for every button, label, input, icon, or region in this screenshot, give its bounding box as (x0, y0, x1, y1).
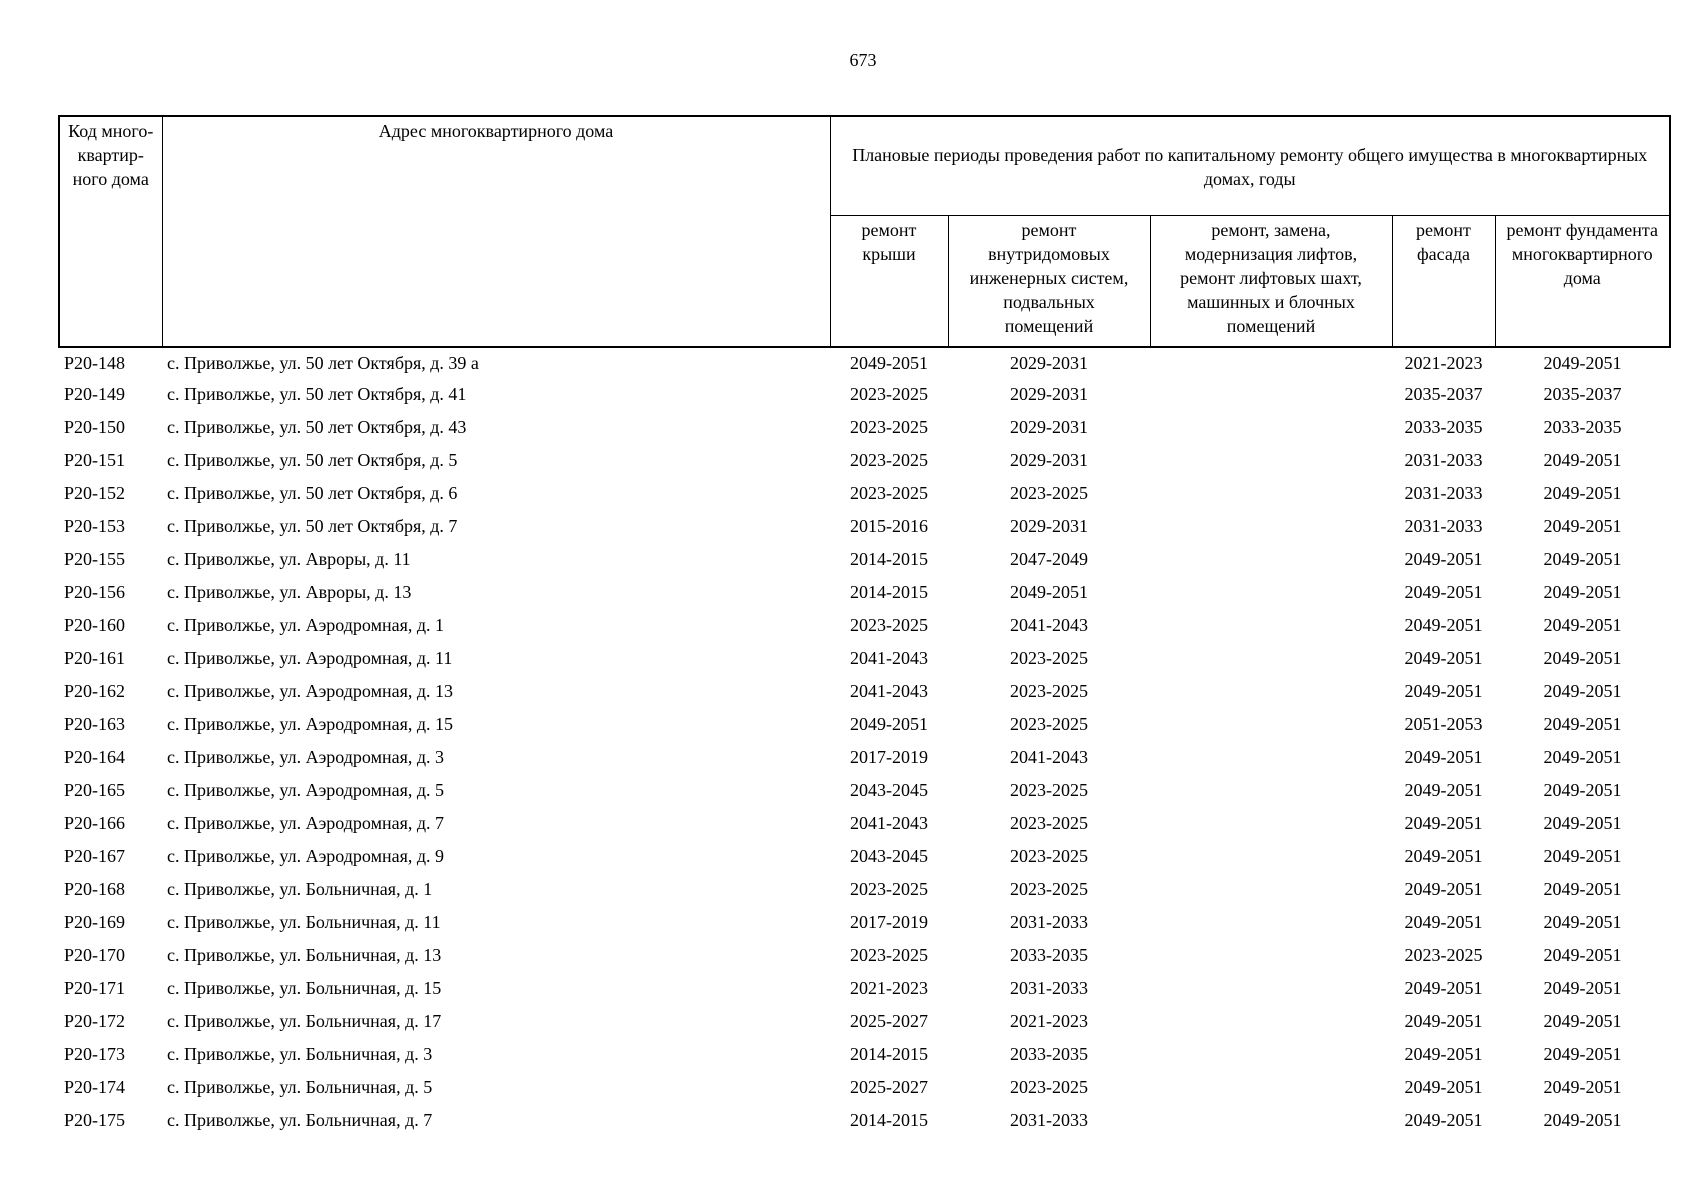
cell-engineering: 2049-2051 (1010, 582, 1088, 602)
cell-code: Р20-164 (64, 747, 126, 767)
cell-engineering: 2023-2025 (1010, 681, 1088, 701)
cell-engineering: 2023-2025 (1010, 648, 1088, 668)
table-row (59, 609, 1670, 642)
cell-foundation: 2049-2051 (1543, 1110, 1622, 1130)
table-row (59, 708, 1670, 741)
table-row (59, 444, 1670, 477)
cell-address: с. Приволжье, ул. 50 лет Октября, д. 7 (167, 516, 458, 536)
cell-lifts (1150, 1038, 1392, 1071)
cell-code: Р20-167 (64, 846, 126, 866)
header-engineering: ремонт внутридомовых инженерных систем, подвальных помещений (948, 216, 1150, 348)
cell-facade: 2049-2051 (1404, 1011, 1483, 1031)
cell-lifts (1150, 906, 1392, 939)
cell-foundation: 2049-2051 (1543, 912, 1622, 932)
table-row (59, 510, 1670, 543)
cell-address: с. Приволжье, ул. Авроры, д. 13 (167, 582, 412, 602)
cell-code: Р20-148 (64, 353, 126, 373)
cell-address: с. Приволжье, ул. Больничная, д. 1 (167, 879, 433, 899)
cell-foundation: 2033-2035 (1543, 417, 1622, 437)
table-row (59, 939, 1670, 972)
cell-facade: 2035-2037 (1404, 384, 1483, 404)
cell-foundation: 2035-2037 (1543, 384, 1622, 404)
cell-roof: 2017-2019 (850, 912, 928, 932)
cell-address: с. Приволжье, ул. Авроры, д. 11 (167, 549, 411, 569)
cell-address: с. Приволжье, ул. Аэродромная, д. 7 (167, 813, 445, 833)
cell-facade: 2049-2051 (1404, 780, 1483, 800)
cell-lifts (1150, 347, 1392, 378)
table-row (59, 1038, 1670, 1071)
cell-address: с. Приволжье, ул. Больничная, д. 5 (167, 1077, 433, 1097)
cell-engineering: 2029-2031 (1010, 516, 1088, 536)
table-header (59, 116, 1670, 347)
cell-engineering: 2029-2031 (1010, 450, 1088, 470)
cell-facade: 2049-2051 (1404, 813, 1483, 833)
cell-code: Р20-168 (64, 879, 126, 899)
table-row (59, 477, 1670, 510)
cell-engineering: 2031-2033 (1010, 912, 1088, 932)
cell-foundation: 2049-2051 (1543, 945, 1622, 965)
cell-roof: 2025-2027 (850, 1077, 928, 1097)
cell-foundation: 2049-2051 (1543, 714, 1622, 734)
cell-roof: 2023-2025 (850, 879, 928, 899)
cell-engineering: 2031-2033 (1010, 1110, 1088, 1130)
cell-address: с. Приволжье, ул. Аэродромная, д. 5 (167, 780, 445, 800)
cell-roof: 2014-2015 (850, 1110, 928, 1130)
cell-facade: 2033-2035 (1404, 417, 1483, 437)
cell-roof: 2049-2051 (850, 353, 928, 373)
cell-roof: 2023-2025 (850, 615, 928, 635)
cell-facade: 2049-2051 (1404, 681, 1483, 701)
cell-facade: 2031-2033 (1404, 483, 1483, 503)
header-facade: ремонт фасада (1392, 216, 1495, 348)
cell-foundation: 2049-2051 (1543, 813, 1622, 833)
cell-foundation: 2049-2051 (1543, 846, 1622, 866)
cell-facade: 2031-2033 (1404, 450, 1483, 470)
cell-foundation: 2049-2051 (1543, 549, 1622, 569)
cell-foundation: 2049-2051 (1543, 681, 1622, 701)
table-row (59, 1104, 1670, 1137)
cell-facade: 2049-2051 (1404, 1077, 1483, 1097)
cell-engineering: 2033-2035 (1010, 1044, 1088, 1064)
cell-code: Р20-149 (64, 384, 126, 404)
table-row (59, 347, 1670, 378)
cell-lifts (1150, 609, 1392, 642)
cell-address: с. Приволжье, ул. Аэродромная, д. 9 (167, 846, 445, 866)
cell-address: с. Приволжье, ул. 50 лет Октября, д. 41 (167, 384, 467, 404)
cell-facade: 2049-2051 (1404, 1110, 1483, 1130)
header-periods (830, 116, 1670, 216)
cell-facade: 2021-2023 (1404, 353, 1483, 373)
capital-repair-schedule-table (58, 115, 1671, 1137)
table-row (59, 642, 1670, 675)
cell-facade: 2049-2051 (1404, 549, 1483, 569)
cell-roof: 2049-2051 (850, 714, 928, 734)
header-address: Адрес многоквартирного дома (162, 116, 830, 347)
cell-engineering: 2023-2025 (1010, 1077, 1088, 1097)
cell-roof: 2021-2023 (850, 978, 928, 998)
cell-facade: 2049-2051 (1404, 582, 1483, 602)
cell-lifts (1150, 444, 1392, 477)
cell-roof: 2023-2025 (850, 483, 928, 503)
cell-engineering: 2029-2031 (1010, 417, 1088, 437)
cell-facade: 2049-2051 (1404, 879, 1483, 899)
table-body (59, 347, 1670, 1137)
cell-engineering: 2023-2025 (1010, 780, 1088, 800)
cell-code: Р20-152 (64, 483, 126, 503)
header-roof: ремонт крыши (830, 216, 948, 348)
cell-foundation: 2049-2051 (1543, 747, 1622, 767)
cell-code: Р20-175 (64, 1110, 126, 1130)
cell-lifts (1150, 477, 1392, 510)
cell-engineering: 2033-2035 (1010, 945, 1088, 965)
cell-roof: 2015-2016 (850, 516, 928, 536)
cell-facade: 2049-2051 (1404, 648, 1483, 668)
cell-foundation: 2049-2051 (1543, 353, 1622, 373)
table-row (59, 1071, 1670, 1104)
cell-code: Р20-156 (64, 582, 126, 602)
cell-engineering: 2023-2025 (1010, 483, 1088, 503)
cell-lifts (1150, 840, 1392, 873)
cell-lifts (1150, 675, 1392, 708)
cell-code: Р20-172 (64, 1011, 126, 1031)
cell-lifts (1150, 510, 1392, 543)
cell-code: Р20-163 (64, 714, 126, 734)
cell-address: с. Приволжье, ул. Больничная, д. 3 (167, 1044, 433, 1064)
cell-engineering: 2029-2031 (1010, 384, 1088, 404)
cell-facade: 2051-2053 (1404, 714, 1483, 734)
cell-address: с. Приволжье, ул. Аэродромная, д. 11 (167, 648, 453, 668)
cell-code: Р20-171 (64, 978, 126, 998)
cell-lifts (1150, 741, 1392, 774)
table-row (59, 675, 1670, 708)
cell-address: с. Приволжье, ул. Аэродромная, д. 15 (167, 714, 454, 734)
cell-roof: 2023-2025 (850, 417, 928, 437)
cell-foundation: 2049-2051 (1543, 1044, 1622, 1064)
cell-foundation: 2049-2051 (1543, 1011, 1622, 1031)
cell-code: Р20-174 (64, 1077, 126, 1097)
table-row (59, 576, 1670, 609)
cell-roof: 2043-2045 (850, 846, 928, 866)
cell-address: с. Приволжье, ул. Больничная, д. 15 (167, 978, 442, 998)
table-row (59, 873, 1670, 906)
cell-foundation: 2049-2051 (1543, 615, 1622, 635)
cell-code: Р20-160 (64, 615, 126, 635)
cell-address: с. Приволжье, ул. Аэродромная, д. 1 (167, 615, 445, 635)
cell-address: с. Приволжье, ул. 50 лет Октября, д. 43 (167, 417, 467, 437)
cell-address: с. Приволжье, ул. Больничная, д. 17 (167, 1011, 442, 1031)
cell-code: Р20-173 (64, 1044, 126, 1064)
cell-address: с. Приволжье, ул. Аэродромная, д. 3 (167, 747, 445, 767)
cell-roof: 2014-2015 (850, 549, 928, 569)
table-row (59, 411, 1670, 444)
cell-foundation: 2049-2051 (1543, 780, 1622, 800)
cell-roof: 2041-2043 (850, 813, 928, 833)
cell-facade: 2049-2051 (1404, 912, 1483, 932)
cell-facade: 2049-2051 (1404, 978, 1483, 998)
table-row (59, 906, 1670, 939)
cell-roof: 2043-2045 (850, 780, 928, 800)
cell-facade: 2049-2051 (1404, 615, 1483, 635)
cell-engineering: 2041-2043 (1010, 615, 1088, 635)
cell-roof: 2017-2019 (850, 747, 928, 767)
cell-lifts (1150, 411, 1392, 444)
cell-code: Р20-151 (64, 450, 126, 470)
cell-lifts (1150, 939, 1392, 972)
cell-code: Р20-150 (64, 417, 126, 437)
cell-roof: 2041-2043 (850, 681, 928, 701)
cell-lifts (1150, 576, 1392, 609)
cell-facade: 2049-2051 (1404, 1044, 1483, 1064)
header-code: Код много- квартир- ного дома (59, 116, 162, 347)
cell-roof: 2041-2043 (850, 648, 928, 668)
table-row (59, 972, 1670, 1005)
cell-foundation: 2049-2051 (1543, 978, 1622, 998)
cell-engineering: 2047-2049 (1010, 549, 1088, 569)
cell-address: с. Приволжье, ул. Больничная, д. 11 (167, 912, 441, 932)
cell-code: Р20-166 (64, 813, 126, 833)
table-row (59, 1005, 1670, 1038)
cell-facade: 2031-2033 (1404, 516, 1483, 536)
cell-engineering: 2041-2043 (1010, 747, 1088, 767)
cell-code: Р20-162 (64, 681, 126, 701)
cell-engineering: 2023-2025 (1010, 846, 1088, 866)
cell-lifts (1150, 873, 1392, 906)
table-row (59, 774, 1670, 807)
cell-roof: 2023-2025 (850, 384, 928, 404)
cell-engineering: 2031-2033 (1010, 978, 1088, 998)
cell-lifts (1150, 972, 1392, 1005)
header-foundation: ремонт фундамента многоквартирного дома (1495, 216, 1670, 348)
cell-facade: 2049-2051 (1404, 747, 1483, 767)
cell-roof: 2025-2027 (850, 1011, 928, 1031)
cell-roof: 2023-2025 (850, 450, 928, 470)
cell-address: с. Приволжье, ул. Аэродромная, д. 13 (167, 681, 454, 701)
cell-address: с. Приволжье, ул. Больничная, д. 13 (167, 945, 442, 965)
cell-engineering: 2023-2025 (1010, 879, 1088, 899)
cell-foundation: 2049-2051 (1543, 1077, 1622, 1097)
cell-lifts (1150, 1005, 1392, 1038)
cell-code: Р20-161 (64, 648, 126, 668)
header-periods-label: Плановые периоды проведения работ по капитальному ремонту общего имущества в многоквартирных домах, годы (852, 145, 1648, 189)
table-row (59, 378, 1670, 411)
cell-lifts (1150, 708, 1392, 741)
cell-lifts (1150, 378, 1392, 411)
table-row (59, 840, 1670, 873)
cell-roof: 2014-2015 (850, 582, 928, 602)
cell-facade: 2049-2051 (1404, 846, 1483, 866)
cell-code: Р20-155 (64, 549, 126, 569)
cell-code: Р20-169 (64, 912, 126, 932)
table-row (59, 543, 1670, 576)
cell-lifts (1150, 1071, 1392, 1104)
cell-lifts (1150, 1104, 1392, 1137)
cell-roof: 2023-2025 (850, 945, 928, 965)
page-number: 673 (849, 50, 877, 70)
cell-lifts (1150, 807, 1392, 840)
cell-foundation: 2049-2051 (1543, 648, 1622, 668)
cell-address: с. Приволжье, ул. Больничная, д. 7 (167, 1110, 433, 1130)
cell-address: с. Приволжье, ул. 50 лет Октября, д. 6 (167, 483, 458, 503)
cell-roof: 2014-2015 (850, 1044, 928, 1064)
cell-engineering: 2023-2025 (1010, 813, 1088, 833)
cell-foundation: 2049-2051 (1543, 582, 1622, 602)
cell-lifts (1150, 543, 1392, 576)
cell-foundation: 2049-2051 (1543, 450, 1622, 470)
cell-lifts (1150, 642, 1392, 675)
cell-facade: 2023-2025 (1404, 945, 1483, 965)
cell-foundation: 2049-2051 (1543, 879, 1622, 899)
cell-engineering: 2021-2023 (1010, 1011, 1088, 1031)
cell-code: Р20-153 (64, 516, 126, 536)
cell-address: с. Приволжье, ул. 50 лет Октября, д. 39 а (167, 353, 479, 373)
cell-engineering: 2023-2025 (1010, 714, 1088, 734)
cell-foundation: 2049-2051 (1543, 483, 1622, 503)
cell-code: Р20-170 (64, 945, 126, 965)
table-row (59, 741, 1670, 774)
cell-engineering: 2029-2031 (1010, 353, 1088, 373)
cell-lifts (1150, 774, 1392, 807)
cell-address: с. Приволжье, ул. 50 лет Октября, д. 5 (167, 450, 458, 470)
table-row (59, 807, 1670, 840)
header-lifts: ремонт, замена, модернизация лифтов, ремонт лифтовых шахт, машинных и блочных помещений (1150, 216, 1392, 348)
cell-foundation: 2049-2051 (1543, 516, 1622, 536)
cell-code: Р20-165 (64, 780, 126, 800)
